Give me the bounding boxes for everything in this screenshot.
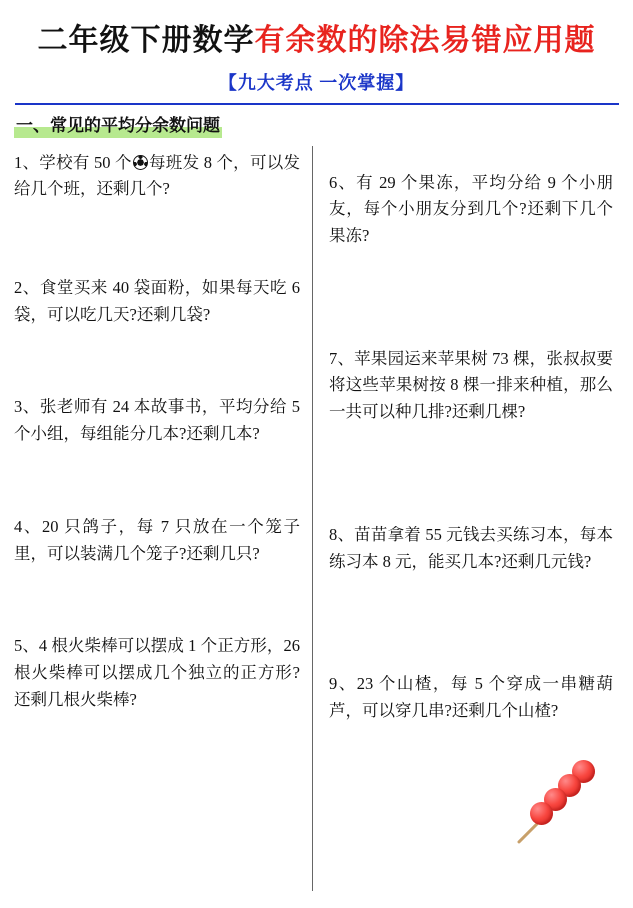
page-title xyxy=(14,24,619,59)
question-item: 2、食堂买来 40 袋面粉，如果每天吃 6 袋，可以吃几天?还剩几袋? xyxy=(14,278,300,324)
subtitle-text: 【九大考点 一次掌握】 xyxy=(218,72,415,93)
left-column xyxy=(14,146,312,908)
question-item: 4、20 只鸽子，每 7 只放在一个笼子里，可以装满几个笼子?还剩几只? xyxy=(14,516,300,563)
soccer-ball-icon xyxy=(133,155,148,170)
question-item: 9、23 个山楂，每 5 个穿成一串糖葫芦，可以穿几串?还剩几个山楂? xyxy=(329,674,613,721)
title-part-grade: 二年级下册数学 xyxy=(37,24,255,57)
section-heading: 一、常见的平均分余数问题 xyxy=(14,115,222,138)
title-part-topic: 有余数的除法易错应用题 xyxy=(254,24,596,57)
question-text-part-1: 1、学校有 50 个 xyxy=(14,152,132,172)
question-item: 6、有 29 个果冻，平均分给 9 个小朋友，每个小朋友分到几个?还剩下几个果冻? xyxy=(329,172,613,246)
haw-berry xyxy=(530,802,553,825)
question-text-part-2: 每班发 8 个，可以发给几个班，还剩几个? xyxy=(14,152,301,199)
section-heading-wrap xyxy=(14,105,619,138)
question-item xyxy=(14,150,300,203)
question-item: 8、苗苗拿着 55 元钱去买练习本，每本练习本 8 元，能买几本?还剩几元钱? xyxy=(329,524,613,571)
candied-haws-icon xyxy=(511,754,597,850)
title-text xyxy=(38,24,596,59)
subtitle-wrap xyxy=(14,69,619,95)
question-item: 3、张老师有 24 本故事书，平均分给 5 个小组，每组能分几本?还剩几本? xyxy=(14,397,300,444)
question-item: 7、苹果园运来苹果树 73 棵，张叔叔要将这些苹果树按 8 棵一排来种植，那么一共可以种几排?还剩几棵? xyxy=(329,348,613,422)
question-columns xyxy=(14,146,619,908)
question-item: 5、4 根火柴棒可以摆成 1 个正方形，26 根火柴棒可以摆成几个独立的正方形?还剩几根火柴棒? xyxy=(14,636,300,709)
